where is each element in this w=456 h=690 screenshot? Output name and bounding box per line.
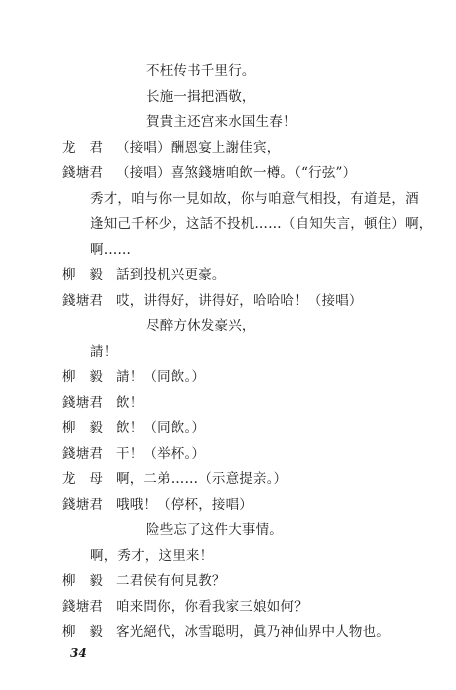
dialogue-line: 秀才，咱与你一見如故，你与咱意气相投，有道是，酒 <box>90 190 419 207</box>
dialogue-line: 干！（举杯。） <box>116 445 206 462</box>
speaker-label: 錢塘君 <box>62 598 104 615</box>
speaker-label: 錢塘君 <box>62 165 104 181</box>
speaker-label: 柳 毅 <box>62 573 104 589</box>
dialogue-line: 啊，二弟……（示意提亲。） <box>116 471 288 487</box>
verse-line: 尽醉方休发豪兴， <box>146 318 256 334</box>
verse-line: 不枉传书千里行。 <box>146 63 256 79</box>
dialogue-line: 二君侯有何見教？ <box>116 573 226 589</box>
speaker-label: 柳 毅 <box>62 369 104 385</box>
dialogue-line: 飲！ <box>116 394 144 411</box>
dialogue-line: 逢知己千杯少，这話不投机……（自知失言，頓住）啊， <box>90 216 433 232</box>
speaker-label: 龙 君 <box>62 139 104 156</box>
verse-line: 险些忘了这件大事情。 <box>146 522 283 538</box>
dialogue-line: 話到投机兴更豪。 <box>116 267 226 283</box>
dialogue-line: 哦哦！（停杯，接唱） <box>116 496 253 513</box>
speaker-label: 柳 毅 <box>62 420 104 436</box>
dialogue-line: 咱来問你，你看我家三娘如何？ <box>116 598 308 615</box>
dialogue-line: 飲！（同飲。） <box>116 420 206 436</box>
speaker-label: 錢塘君 <box>62 445 104 462</box>
speaker-label: 柳 毅 <box>62 267 104 283</box>
dialogue-line: 啊，秀才，这里来！ <box>90 547 214 564</box>
dialogue-line: （接唱）喜煞錢塘咱飲一樽。（“行弦”） <box>116 165 357 181</box>
dialogue-line: 哎，讲得好，讲得好，哈哈哈！（接唱） <box>116 292 363 309</box>
dialogue-line: 客光絕代，冰雪聪明，眞乃神仙界中人物也。 <box>116 624 390 640</box>
dialogue-line: 請！（同飲。） <box>116 369 206 385</box>
dialogue-line: （接唱）酬恩宴上謝佳宾， <box>116 139 281 156</box>
verse-line: 长施一揖把酒敬， <box>146 88 256 105</box>
speaker-label: 錢塘君 <box>62 496 104 513</box>
speaker-label: 錢塘君 <box>62 394 104 411</box>
dialogue-line: 啊…… <box>90 241 132 258</box>
speaker-label: 錢塘君 <box>62 292 104 309</box>
verse-line: 賀貴主还宫来水国生春！ <box>146 114 297 130</box>
speaker-label: 柳 毅 <box>62 624 104 640</box>
page-number: 34 <box>70 646 87 660</box>
dialogue-line: 請！ <box>90 343 118 360</box>
speaker-label: 龙 母 <box>62 471 104 487</box>
